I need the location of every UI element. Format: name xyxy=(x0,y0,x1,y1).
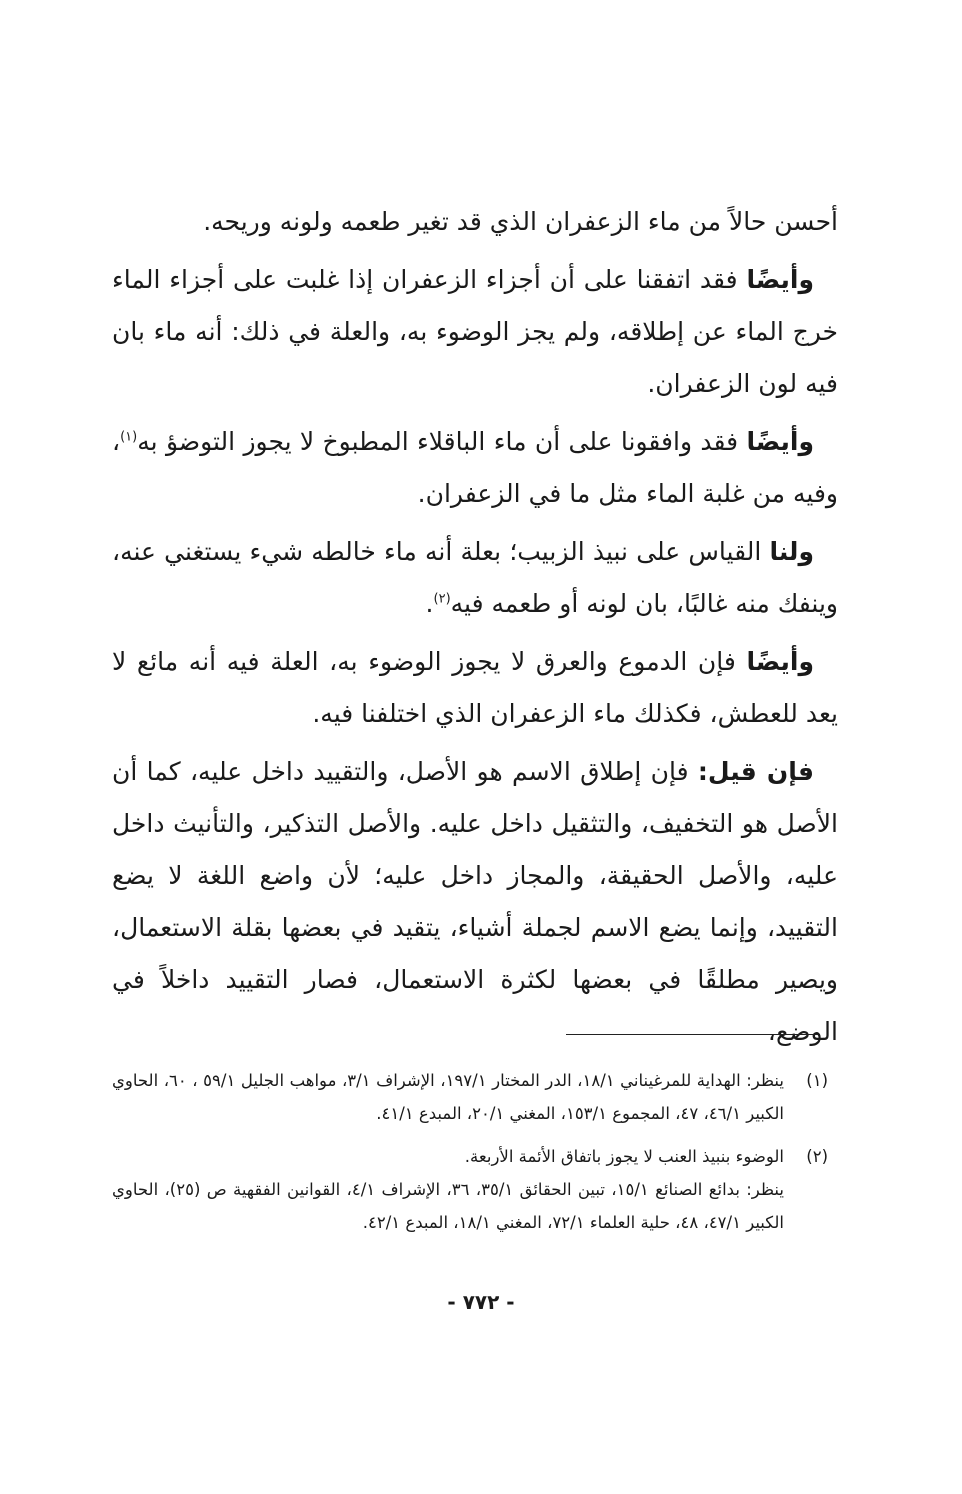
paragraph-6 xyxy=(112,746,838,1058)
paragraph-5-text: فإن الدموع والعرق لا يجوز الوضوء به، العلة فيه أنه مائع لا يعد للعطش، فكذلك ماء الزعفران الذي اختلفنا فيه. xyxy=(112,647,838,728)
footnote-ref-1: (١) xyxy=(120,429,138,445)
footnote-1-line-1: ينظر: الهداية للمرغيناني ١٨/١، الدر المختار ١٩٧/١، الإشراف ٣/١، مواهب الجليل ٥٩/١ ، ٦٠، الحاوي الكبير ٤٦/١، ٤٧، المجموع ١٥٣/١، المغني ٢٠/١، المبدع ٤١/١. xyxy=(112,1071,784,1123)
paragraph-2-lead: وأيضًا xyxy=(746,265,814,294)
paragraph-4-lead: ولنا xyxy=(769,537,814,566)
footnote-1 xyxy=(112,1064,828,1130)
footnotes xyxy=(112,1064,828,1249)
paragraph-3-lead: وأيضًا xyxy=(746,427,814,456)
paragraph-4-text-a: القياس على نبيذ الزبيب؛ بعلة أنه ماء خالطه شيء يستغني عنه، وينفك منه غالبًا، بان لونه أو طعمه فيه xyxy=(112,537,838,618)
footnote-2 xyxy=(112,1140,828,1239)
paragraph-3-text-a: فقد وافقونا على أن ماء الباقلاء المطبوخ لا يجوز التوضؤ به xyxy=(137,427,747,456)
paragraph-5 xyxy=(112,636,838,740)
paragraph-3-text-b: ، وفيه من غلبة الماء مثل ما في الزعفران. xyxy=(112,427,838,508)
footnote-2-number: (٢) xyxy=(806,1147,828,1166)
paragraph-3 xyxy=(112,416,838,520)
footnote-2-line-1: الوضوء بنبيذ العنب لا يجوز باتفاق الأئمة الأربعة. xyxy=(464,1147,784,1166)
footnote-1-number: (١) xyxy=(806,1071,828,1090)
paragraph-2-text: فقد اتفقنا على أن أجزاء الزعفران إذا غلبت على أجزاء الماء خرج الماء عن إطلاقه، ولم يجز الوضوء به، والعلة في ذلك: أنه ماء بان فيه لون الزعفران. xyxy=(112,265,838,398)
main-text xyxy=(112,196,838,1064)
paragraph-1-text: أحسن حالاً من ماء الزعفران الذي قد تغير طعمه ولونه وريحه. xyxy=(203,207,838,236)
footnote-separator xyxy=(566,1034,818,1035)
footnote-ref-2: (٢) xyxy=(433,591,451,607)
paragraph-5-lead: وأيضًا xyxy=(746,647,814,676)
paragraph-6-lead: فإن قيل: xyxy=(697,757,814,786)
footnote-2-line-2: ينظر: بدائع الصنائع ١٥/١، تبين الحقائق ٣٥/١، ٣٦، الإشراف ٤/١، القوانين الفقهية ص (٢٥)، الحاوي الكبير ٤٧/١، ٤٨، حلية العلماء ٧٢/١، المغني ١٨/١، المبدع ٤٢/١. xyxy=(112,1180,784,1232)
paragraph-4 xyxy=(112,526,838,630)
paragraph-2 xyxy=(112,254,838,410)
paragraph-6-text: فإن إطلاق الاسم هو الأصل، والتقييد داخل عليه، كما أن الأصل هو التخفيف، والتثقيل داخل عليه. والأصل التذكير، والتأنيث داخل عليه، والأصل الحقيقة، والمجاز داخل عليه؛ لأن واضع اللغة لا يضع التقييد، وإنما يضع الاسم لجملة أشياء، يتقيد في بعضها بقلة الاستعمال، ويصير مطلقًا في بعضها لكثرة الاستعمال، فصار التقييد داخلاً في الوضع، xyxy=(112,757,838,1046)
paragraph-1 xyxy=(112,196,838,248)
paragraph-4-text-b: . xyxy=(425,589,434,618)
page-number: - ٧٧٢ - xyxy=(447,1290,515,1314)
